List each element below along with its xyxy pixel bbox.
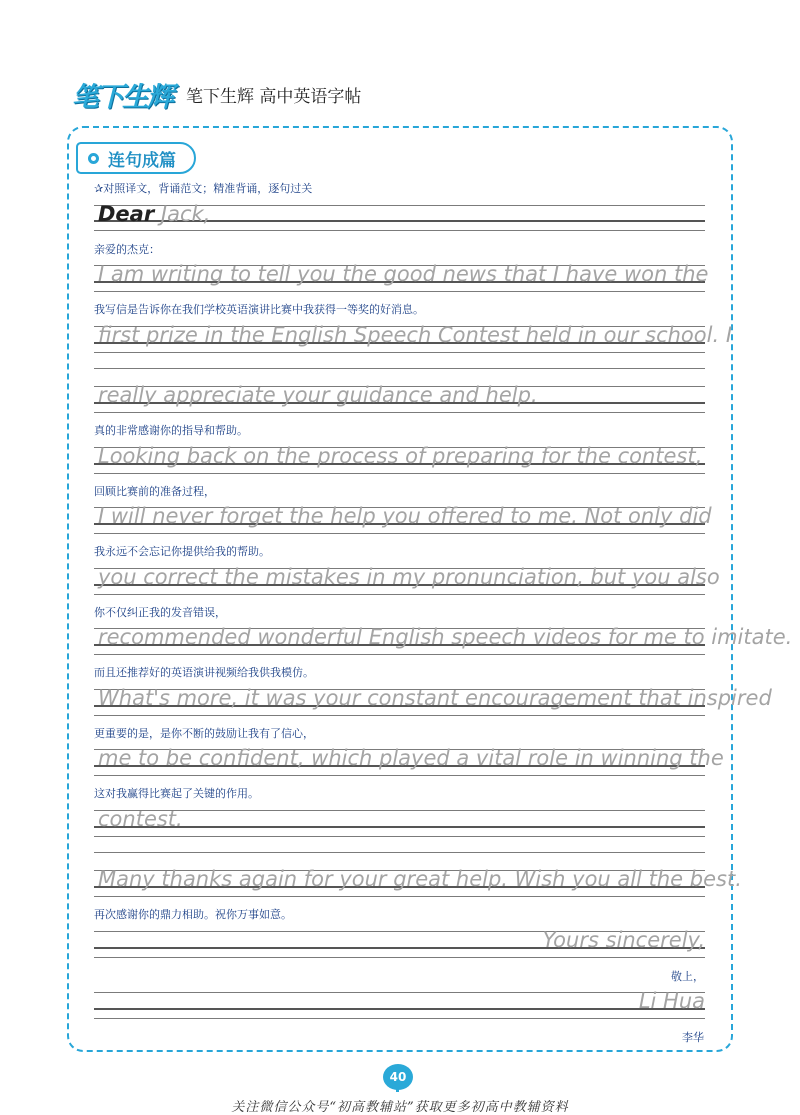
guide-rule (94, 412, 705, 413)
signature-line: Li Hua (638, 989, 705, 1013)
letter-line: I am writing to tell you the good news that I have won the (98, 262, 709, 286)
letter-line: contest. (98, 807, 183, 831)
guide-rule (94, 775, 705, 776)
page-number-stem (396, 1084, 399, 1092)
section-label: 连句成篇 (108, 150, 176, 171)
signature-translation: 李华 (682, 1031, 704, 1044)
closing-line: Yours sincerely, (542, 928, 705, 952)
footer-note: 关注微信公众号“初高教辅站”获取更多初高中教辅资料 (231, 1100, 569, 1115)
brand-logo: 笔下生辉 (72, 81, 172, 113)
guide-rule (94, 473, 705, 474)
salutation-word: Dear (98, 202, 155, 226)
letter-line: What's more, it was your constant encouragement that inspired (98, 686, 772, 710)
line-translation: 我写信是告诉你在我们学校英语演讲比赛中我获得一等奖的好消息。 (94, 303, 424, 316)
line-translation: 这对我赢得比赛起了关键的作用。 (94, 787, 259, 800)
guide-rule (94, 1018, 705, 1019)
letter-line: really appreciate your guidance and help. (98, 383, 538, 407)
line-translation: 而且还推荐好的英语演讲视频给我供我模仿。 (94, 666, 314, 679)
salutation-line (98, 202, 705, 226)
letter-line: Looking back on the process of preparing for the contest, (98, 444, 703, 468)
letter-line: Many thanks again for your great help. Wish you all the best. (98, 867, 742, 891)
letter-line: I will never forget the help you offered to me. Not only did (98, 504, 712, 528)
letter-line: you correct the mistakes in my pronunciation, but you also (98, 565, 720, 589)
line-translation: 我永远不会忘记你提供给我的帮助。 (94, 545, 270, 558)
guide-rule (94, 368, 705, 369)
guide-rule (94, 957, 705, 958)
salutation-translation: 亲爱的杰克： (94, 243, 160, 256)
guide-rule (94, 291, 705, 292)
guide-rule (94, 230, 705, 231)
letter-line: recommended wonderful English speech videos for me to imitate. (98, 625, 793, 649)
line-translation: 更重要的是，是你不断的鼓励让我有了信心， (94, 727, 314, 740)
guide-rule (94, 654, 705, 655)
line-translation: 再次感谢你的鼎力相助。祝你万事如意。 (94, 908, 292, 921)
closing-translation: 敬上， (671, 970, 704, 983)
line-translation: 真的非常感谢你的指导和帮助。 (94, 424, 248, 437)
line-translation: 你不仅纠正我的发音错误， (94, 606, 226, 619)
header-title: 笔下生辉 高中英语字帖 (186, 86, 362, 107)
section-badge (76, 142, 196, 174)
page-header (72, 72, 361, 116)
guide-rule (94, 352, 705, 353)
guide-rule (94, 533, 705, 534)
letter-line: me to be confident, which played a vital role in winning the (98, 746, 724, 770)
salutation-name: Jack, (154, 202, 211, 226)
page-number: 40 (383, 1064, 413, 1090)
instruction-text: ✰对照译文，背诵范文；精准背诵，逐句过关 (94, 182, 313, 195)
letter-line: first prize in the English Speech Contest held in our school. I (98, 323, 733, 347)
guide-rule (94, 836, 705, 837)
guide-rule (94, 896, 705, 897)
bullet-icon (88, 153, 99, 164)
line-translation: 回顾比赛前的准备过程， (94, 485, 215, 498)
guide-rule (94, 594, 705, 595)
guide-rule (94, 852, 705, 853)
guide-rule (94, 715, 705, 716)
